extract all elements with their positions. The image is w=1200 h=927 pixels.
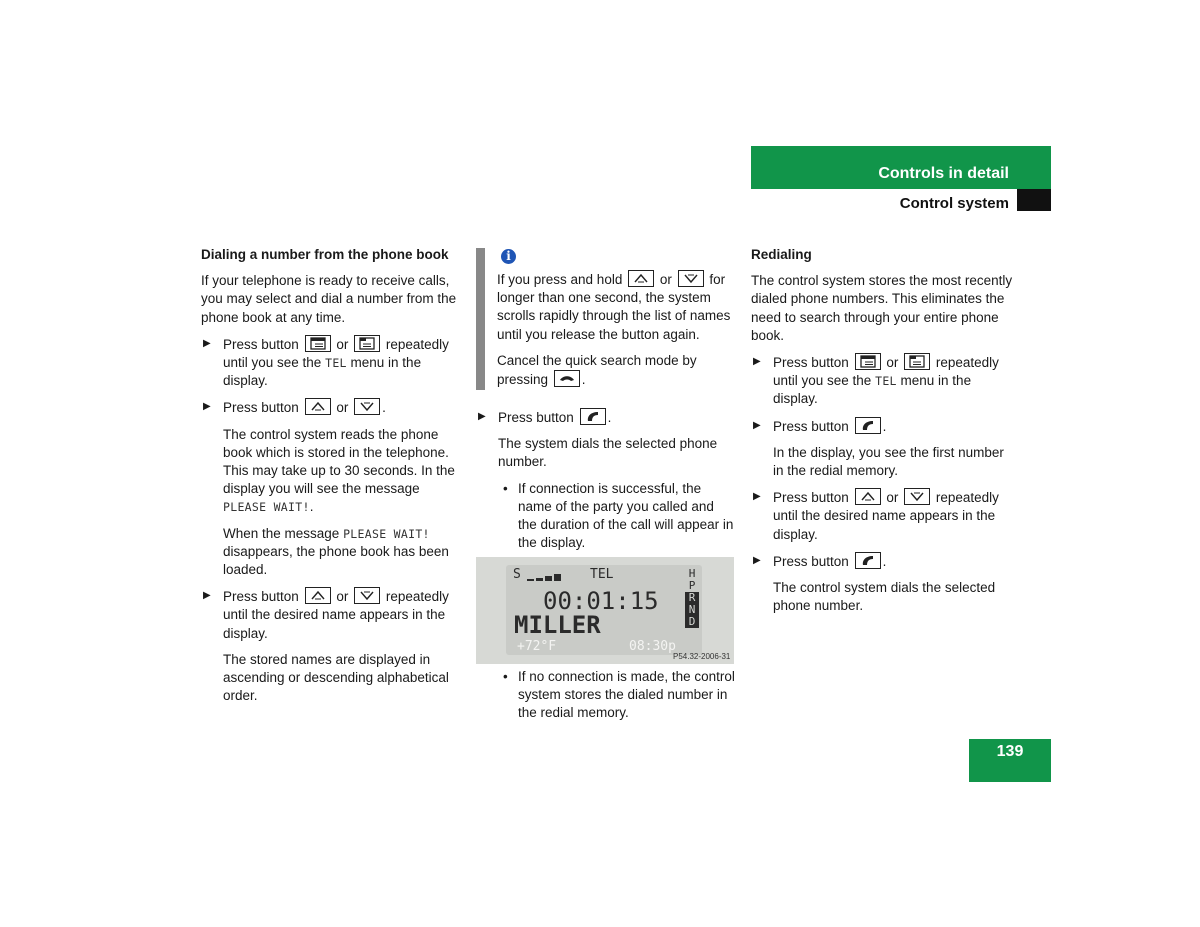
heading-redialing: Redialing [751,247,812,262]
gear-n: N [685,604,699,616]
bullet-triangle-icon: ▶ [203,337,211,349]
page-forward-icon[interactable] [855,353,881,370]
arrow-down-icon[interactable] [354,587,380,604]
bullet-no-connection: • If no connection is made, the control system stores the dialed number in the redial memory. [503,669,735,721]
column-phone-book [201,246,461,713]
bullet-triangle-icon: ▶ [753,419,761,431]
intro-text: If your telephone is ready to receive calls, you may select and dial a number from the phone book at any time. [201,273,457,325]
para-reading-phonebook: The control system reads the phone book which is stored in the telephone. This may take up to 30 seconds. In the display you will see the message PLEASE WAIT!. [223,426,455,515]
header-marker-block [1017,189,1051,211]
page-number-box [969,739,1051,782]
info-quick-scroll: If you press and hold or for longer than one second, the system scrolls rapidly through the list of names until you release the button again. [497,272,731,342]
para-phonebook-loaded: When the message PLEASE WAIT! disappears, the phone book has been loaded. [223,525,449,578]
lcd-mode-label: TEL [590,567,614,582]
bullet-dot: • [503,480,508,496]
bullet-triangle-icon: ▶ [203,590,211,602]
step-select-tel: ▶ Press button or repeatedly until you see the TEL menu in the display. [203,336,449,389]
display-code-tel: TEL [875,374,897,389]
info-icon: i [501,249,516,264]
para-first-number: In the display, you see the first number in the redial memory. [773,444,1004,479]
display-code-please-wait: PLEASE WAIT! [343,526,430,541]
heading-dialing: Dialing a number from the phone book [201,247,449,262]
step-press-send: ▶ Press button . [753,418,887,434]
lcd-call-timer: 00:01:15 [543,587,659,615]
step-press-send: ▶ Press button . [478,410,612,425]
redial-intro: The control system stores the most recently dialed phone numbers. This eliminates the need to search through your entire phone book. [751,273,1013,343]
bullet-triangle-icon: ▶ [203,401,211,413]
para-sort-order: The stored names are displayed in ascending or descending alphabetical order. [223,651,449,704]
display-code-tel: TEL [325,356,347,371]
lcd-clock: 08:30p [629,639,676,654]
lcd-temperature: +72°F [517,639,557,654]
column-dial-result [476,668,736,731]
bullet-triangle-icon: ▶ [478,411,486,422]
bullet-dot: • [503,669,508,684]
arrow-down-icon[interactable] [678,270,704,287]
step-scroll-names: ▶ Press button or repeatedly until the desired name appears in the display. [203,589,449,641]
bullet-connection-success: • If connection is successful, the name of the party you called and the duration of the call will appear in the display. [503,480,734,551]
page-number: 139 [996,743,1024,760]
subsection-title: Control system [899,195,1009,212]
gear-h: H [688,567,696,580]
gear-r: R [685,592,699,604]
arrow-up-icon[interactable] [305,398,331,415]
phone-send-icon[interactable] [855,552,881,569]
lcd-caller-name: MILLER [514,611,601,639]
arrow-down-icon[interactable] [354,398,380,415]
page-forward-icon[interactable] [305,335,331,352]
page-back-icon[interactable] [904,353,930,370]
section-title: Controls in detail [878,165,1009,182]
bullet-triangle-icon: ▶ [753,491,761,503]
info-cancel-search: Cancel the quick search mode by pressing . [497,352,697,388]
step-press-send-redial: ▶ Press button . [753,553,887,569]
gear-d: D [685,616,699,628]
display-code-please-wait: PLEASE WAIT! [223,500,310,515]
step-scroll-names: ▶ Press button or repeatedly until the desired name appears in the display. [753,490,999,542]
phone-send-icon[interactable] [580,408,606,425]
column-info-and-dial [497,270,737,397]
column-dial-steps [476,408,736,560]
figure-caption: P54.32-2006-31 [673,652,731,661]
phone-send-icon[interactable] [855,417,881,434]
section-header-bar [751,146,1051,189]
telephone-display-illustration [476,557,734,664]
page-back-icon[interactable] [354,335,380,352]
para-dials-number: The control system dials the selected phone number. [773,580,996,614]
gear-indicator [685,568,699,628]
para-system-dials: The system dials the selected phone number. [498,436,718,470]
info-sidebar-bar [476,248,485,390]
arrow-up-icon[interactable] [855,488,881,505]
step-select-tel: ▶ Press button or repeatedly until you see the TEL menu in the display. [753,355,999,407]
arrow-up-icon[interactable] [305,587,331,604]
column-redialing [751,246,1013,623]
signal-strength-icon [527,571,571,581]
gear-p: P [688,579,696,592]
lcd-signal-label: S [513,567,521,582]
arrow-down-icon[interactable] [904,488,930,505]
bullet-triangle-icon: ▶ [753,356,761,368]
step-press-arrows: ▶ Press button or . [203,400,386,416]
arrow-up-icon[interactable] [628,270,654,287]
phone-end-icon[interactable] [554,370,580,387]
bullet-triangle-icon: ▶ [753,554,761,566]
